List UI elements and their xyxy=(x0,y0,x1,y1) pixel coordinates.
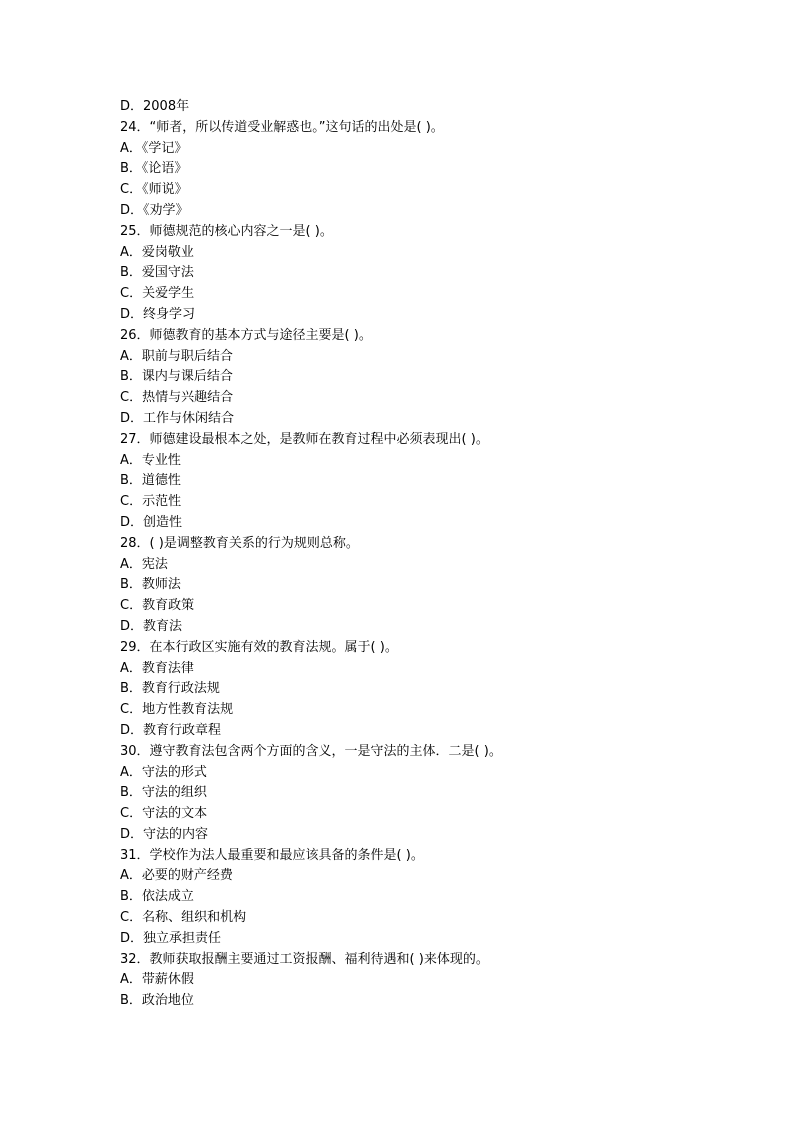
text-line: 26．师德教育的基本方式与途径主要是( )。 xyxy=(120,327,372,343)
text-line: 30．遵守教育法包含两个方面的含义，一是守法的主体．二是( )。 xyxy=(120,743,502,759)
text-line: A．带薪休假 xyxy=(120,972,194,988)
text-line: C．名称、组织和机构 xyxy=(120,910,247,926)
text-line: D．终身学习 xyxy=(120,306,196,322)
text-line: C．地方性教育法规 xyxy=(120,702,234,718)
text-line: D．2008年 xyxy=(120,99,190,114)
text-line: D．守法的内容 xyxy=(120,826,209,842)
text-line: A．职前与职后结合 xyxy=(120,348,233,364)
text-line: C．热情与兴趣结合 xyxy=(120,390,234,406)
text-line: B．课内与课后结合 xyxy=(120,369,233,385)
text-line: 31．学校作为法人最重要和最应该具备的条件是( )。 xyxy=(120,847,424,863)
text-line: C．守法的文本 xyxy=(120,806,208,822)
text-line: B．教师法 xyxy=(120,577,181,593)
text-line: C．示范性 xyxy=(120,494,182,510)
document-page xyxy=(120,97,740,1012)
text-line: 25．师德规范的核心内容之一是( )。 xyxy=(120,223,333,239)
text-line: 28．( )是调整教育关系的行为规则总称。 xyxy=(120,535,359,551)
text-line: B．爱国守法 xyxy=(120,265,194,281)
text-line: D．工作与休闲结合 xyxy=(120,410,235,426)
text-line: A．守法的形式 xyxy=(120,764,207,780)
text-line: D．《劝学》 xyxy=(120,202,189,218)
text-line: C．《师说》 xyxy=(120,182,188,198)
text-line: A．教育法律 xyxy=(120,660,194,676)
text-line: C．教育政策 xyxy=(120,598,195,614)
text-line: D．创造性 xyxy=(120,514,183,530)
text-line: A．专业性 xyxy=(120,452,181,468)
text-line: D．独立承担责任 xyxy=(120,930,222,946)
text-line: 24．“师者，所以传道受业解惑也。”这句话的出处是( )。 xyxy=(120,119,444,135)
text-line: A．必要的财产经费 xyxy=(120,868,233,884)
text-line: A．《学记》 xyxy=(120,140,188,156)
text-line: A．爱岗敬业 xyxy=(120,244,194,260)
text-line: 29．在本行政区实施有效的教育法规。属于( )。 xyxy=(120,639,398,655)
text-line: B．依法成立 xyxy=(120,889,194,905)
text-line: D．教育行政章程 xyxy=(120,722,222,738)
text-line: B．《论语》 xyxy=(120,161,188,177)
text-line: A．宪法 xyxy=(120,556,168,572)
text-line: 27．师德建设最根本之处，是教师在教育过程中必须表现出( )。 xyxy=(120,431,489,447)
text-line: B．教育行政法规 xyxy=(120,681,220,697)
text-line: C．关爱学生 xyxy=(120,286,195,302)
text-line: 32．教师获取报酬主要通过工资报酬、福利待遇和( )来体现的。 xyxy=(120,951,489,967)
text-line: B．道德性 xyxy=(120,473,181,489)
text-line: D．教育法 xyxy=(120,618,183,634)
text-line: B．政治地位 xyxy=(120,993,194,1009)
text-line: B．守法的组织 xyxy=(120,785,207,801)
